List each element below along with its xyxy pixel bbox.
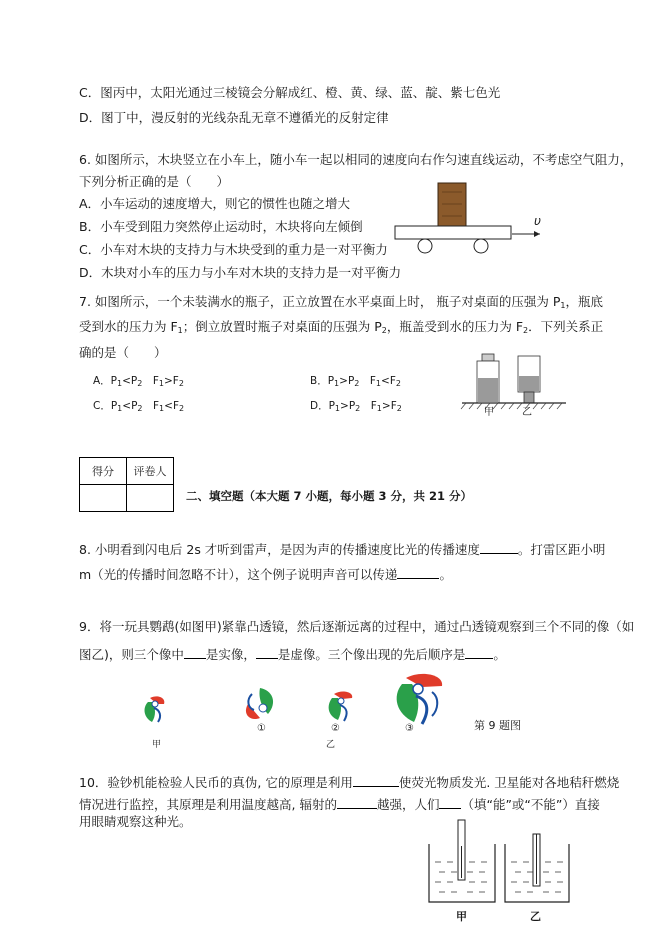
q10-line1 [79, 774, 619, 790]
q6-option-b: B．小车受到阻力突然停止运动时，木块将向左倾倒 [79, 219, 363, 234]
section-heading: 二、填空题（本大题 7 小题，每小题 3 分，共 21 分） [186, 489, 473, 503]
parrot-image-1 [238, 684, 284, 724]
parrot-original [140, 692, 170, 726]
q9-blank-2[interactable] [256, 646, 278, 659]
q7-sub: 1 [177, 326, 183, 335]
parrot-image-3 [392, 670, 450, 726]
q8-text: 8. 小明看到闪电后 2s 才听到雷声，是因为声的传播速度比光的传播速度 [79, 542, 480, 557]
q9-text: 是实像， [205, 647, 256, 662]
wood-block [438, 183, 466, 226]
q9-text: 图乙)，则三个像中 [79, 647, 184, 662]
q5-option-d: D．图丁中，漫反射的光线杂乱无章不遵循光的反射定律 [79, 110, 389, 125]
parrot-label-group: 乙 [326, 740, 336, 750]
beaker-label-left: 甲 [456, 910, 467, 923]
q10-text: 使荧光物质发光. 卫星能对各地秸秆燃烧 [398, 775, 620, 790]
q6-stem-line2: 下列分析正确的是（ ） [79, 174, 230, 189]
q6-option-c: C．小车对木块的支持力与木块受到的重力是一对平衡力 [79, 242, 388, 257]
q8-text: 。打雷区距小明 [517, 542, 606, 557]
beaker-figure [425, 818, 573, 906]
q8-text: 。 [439, 567, 452, 582]
q8-text: m（光的传播时间忽略不计），这个例子说明声音可以传递 [79, 567, 398, 582]
q8-blank-1[interactable] [480, 541, 518, 554]
q9-text: 是虚像。三个像出现的先后顺序是 [277, 647, 466, 662]
q7-stem-text: 7. 如图所示，一个未装满水的瓶子，正立放置在水平桌面上时， 瓶子对桌面的压强为 P [79, 294, 561, 309]
q7-stem-text: 受到水的压力为 F [79, 319, 178, 334]
score-table [79, 457, 174, 512]
q10-line3: 用眼睛观察这种光。 [79, 814, 192, 829]
q9-blank-3[interactable] [465, 646, 493, 659]
cart-wheel-right [474, 239, 488, 253]
q10-blank-1[interactable] [353, 774, 399, 787]
score-cell[interactable] [80, 485, 127, 512]
grader-header: 评卷人 [127, 458, 174, 485]
parrot-label-1: ① [257, 723, 266, 734]
q10-text: 10．验钞机能检验人民币的真伪, 它的原理是利用 [79, 775, 353, 790]
bottle-figure [460, 352, 568, 414]
q7-sub: 2 [523, 326, 529, 335]
q7-option-c: C．$P_1<P_2$ $F_1<F_2$ [93, 400, 185, 413]
q7-stem-text: ，瓶底 [565, 294, 603, 309]
q7-option-b: B．$P_1>P_2$ $F_1<F_2$ [310, 375, 401, 388]
q9-line1: 9．将一玩具鹦鹉(如图甲)紧靠凸透镜，然后逐渐远离的过程中，通过凸透镜观察到三个不同的像（如 [79, 619, 635, 634]
q8-line2 [79, 566, 452, 582]
cart-body [395, 226, 511, 239]
figure-9-caption: 第 9 题图 [474, 719, 521, 732]
q7-stem-text: ；倒立放置时瓶子对桌面的压强为 P [182, 319, 382, 334]
velocity-label: υ [534, 214, 541, 228]
q9-blank-1[interactable] [184, 646, 206, 659]
parrot-label-3: ③ [405, 723, 414, 734]
q7-option-a: A．$P_1<P_2$ $F_1>F_2$ [93, 375, 184, 388]
q7-sub: 2 [381, 326, 387, 335]
q10-blank-2[interactable] [337, 796, 377, 809]
parrot-label-original: 甲 [152, 740, 162, 750]
q10-text: （填“能”或“不能”）直接 [461, 797, 600, 812]
q8-blank-3[interactable] [397, 566, 439, 579]
q7-stem-text: ．下列关系正 [528, 319, 604, 334]
q7-sub: 1 [560, 301, 566, 310]
score-header: 得分 [80, 458, 127, 485]
q5-option-c: C．图丙中，太阳光通过三棱镜会分解成红、橙、黄、绿、蓝、靛、紫七色光 [79, 85, 501, 100]
cart-figure [392, 180, 547, 260]
q6-option-d: D．木块对小车的压力与小车对木块的支持力是一对平衡力 [79, 265, 402, 280]
q8-line1 [79, 541, 605, 557]
cart-wheel-left [418, 239, 432, 253]
water-upright [478, 378, 498, 402]
bottle-label-left: 甲 [484, 407, 494, 418]
q7-stem-line3: 确的是（ ） [79, 345, 167, 360]
bottle-label-right: 乙 [522, 407, 532, 418]
q7-stem-text: ，瓶盖受到水的压力为 F [386, 319, 524, 334]
q9-line2 [79, 646, 506, 662]
water-inverted [519, 376, 539, 392]
q10-text: 情况进行监控，其原理是利用温度越高, 辐射的 [79, 797, 337, 812]
q7-stem-line1 [79, 295, 603, 313]
q6-option-a: A．小车运动的速度增大，则它的惯性也随之增大 [79, 196, 351, 211]
q10-text: 越强，人们 [376, 797, 440, 812]
beaker-label-right: 乙 [530, 910, 541, 923]
q10-line2 [79, 796, 600, 812]
bottle-cap-inverted [524, 392, 534, 403]
q7-option-d: D．$P_1>P_2$ $F_1>F_2$ [310, 400, 402, 413]
q10-blank-3[interactable] [439, 796, 461, 809]
parrot-label-2: ② [331, 723, 340, 734]
bottle-cap-upright [482, 354, 494, 361]
q7-stem-line2 [79, 320, 603, 338]
q9-text: 。 [493, 647, 506, 662]
parrot-image-2 [326, 688, 358, 724]
q6-stem-line1: 6. 如图所示，木块竖立在小车上，随小车一起以相同的速度向右作匀速直线运动，不考虑空气阻力， [79, 152, 633, 167]
grader-cell[interactable] [127, 485, 174, 512]
